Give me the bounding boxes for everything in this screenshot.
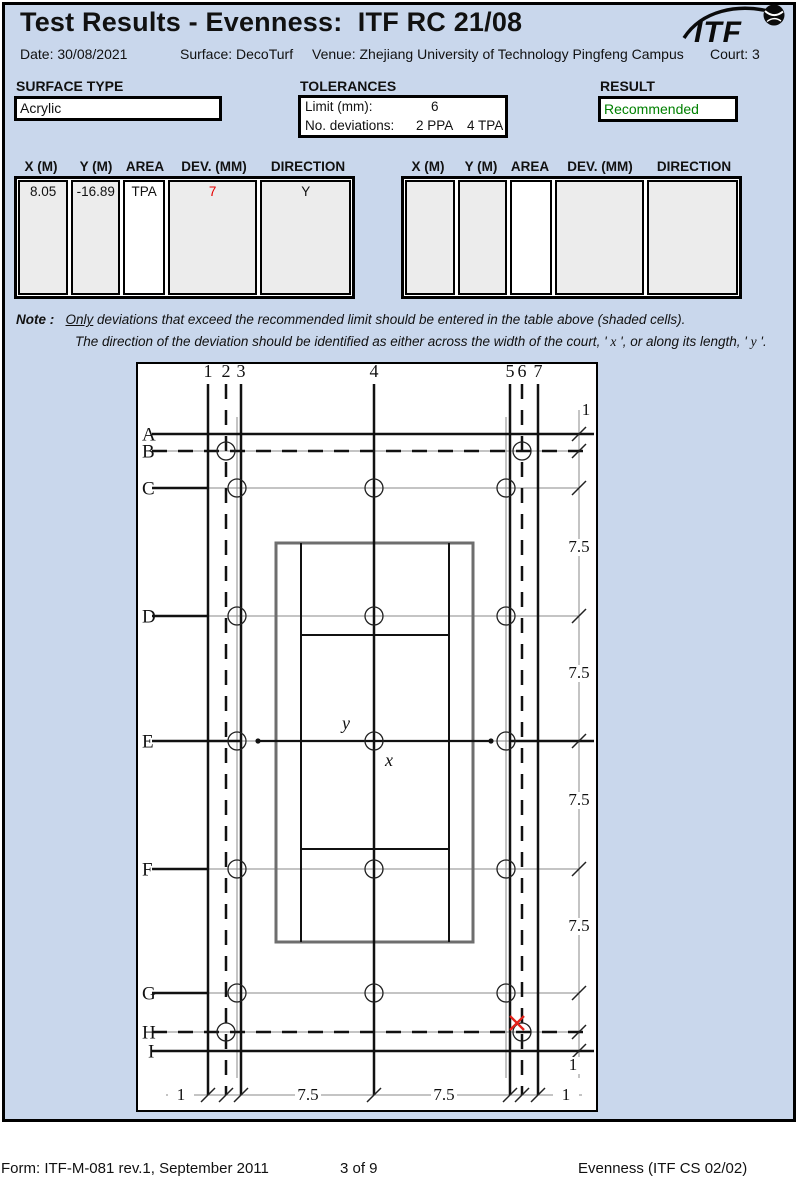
svg-text:7: 7 [533, 362, 543, 381]
svg-text:D: D [142, 606, 156, 628]
svg-text:3: 3 [236, 362, 246, 381]
deviation-table-left [14, 176, 355, 299]
col-header-direction-2: DIRECTION [656, 159, 732, 174]
cell-x-2[interactable] [405, 180, 455, 295]
svg-text:H: H [142, 1022, 156, 1044]
svg-text:1: 1 [568, 1055, 578, 1074]
col-header-x: X (M) [24, 159, 58, 174]
svg-text:x: x [385, 750, 393, 770]
svg-text:1: 1 [203, 362, 213, 381]
svg-text:7.5: 7.5 [568, 663, 590, 682]
svg-text:5: 5 [505, 362, 515, 381]
svg-text:F: F [142, 859, 153, 881]
cell-area-2[interactable] [510, 180, 552, 295]
cell-direction-2[interactable] [647, 180, 738, 295]
col-header-direction: DIRECTION [270, 159, 346, 174]
surface-field: Surface: DecoTurf [180, 46, 294, 62]
surface-type-input[interactable]: Acrylic [14, 96, 222, 121]
svg-text:6: 6 [517, 362, 527, 381]
col-header-area: AREA [125, 159, 165, 174]
cell-x[interactable]: 8.05 [18, 180, 68, 295]
cell-dev-2[interactable] [555, 180, 645, 295]
limit-label: Limit (mm): [305, 99, 373, 114]
result-box[interactable] [598, 96, 738, 122]
deviations-label: No. deviations: [305, 118, 395, 133]
itf-logo [680, 2, 792, 48]
svg-text:C: C [142, 478, 155, 500]
page-title: Test Results - Evenness: ITF RC 21/08 [20, 7, 523, 37]
tolerances-label: TOLERANCES [300, 78, 397, 94]
col-header-dev-2: DEV. (MM) [567, 159, 633, 174]
footer-form-id: Form: ITF-M-081 rev.1, September 2011 [1, 1160, 269, 1177]
deviation-table-right [401, 176, 742, 299]
col-header-y: Y (M) [79, 159, 113, 174]
svg-text:4: 4 [369, 362, 379, 381]
tpa-value[interactable]: 4 TPA [467, 118, 504, 133]
ppa-value[interactable]: 2 PPA [416, 118, 454, 133]
venue-field: Venue: Zhejiang University of Technology Pingfeng Campus [312, 46, 684, 62]
result-label: RESULT [600, 78, 655, 94]
tolerances-box [298, 95, 508, 138]
svg-text:y: y [342, 713, 350, 733]
limit-value[interactable]: 6 [431, 99, 439, 114]
svg-text:1: 1 [581, 400, 591, 419]
svg-text:7.5: 7.5 [568, 537, 590, 556]
svg-text:7.5: 7.5 [568, 790, 590, 809]
col-header-x-2: X (M) [411, 159, 445, 174]
svg-text:7.5: 7.5 [568, 916, 590, 935]
footer-page-number: 3 of 9 [340, 1160, 378, 1177]
court-field: Court: 3 [710, 46, 760, 62]
footer-doc-ref: Evenness (ITF CS 02/02) [578, 1160, 748, 1177]
svg-text:A: A [142, 424, 156, 446]
svg-text:ITF: ITF [694, 16, 742, 48]
col-header-y-2: Y (M) [464, 159, 498, 174]
court-diagram [136, 362, 598, 1112]
note-line-2: The direction of the deviation should be identified as either across the width of the court, ' x ', or along its length, ' y '. [75, 334, 767, 349]
result-value: Recommended [604, 101, 699, 117]
svg-text:2: 2 [221, 362, 231, 381]
svg-text:7.5: 7.5 [433, 1085, 455, 1104]
svg-text:B: B [142, 441, 155, 463]
cell-dev[interactable]: 7 [168, 180, 258, 295]
note-line-1: Note : Only deviations that exceed the recommended limit should be entered in the table above (shaded cells). [16, 312, 686, 327]
col-header-area-2: AREA [510, 159, 550, 174]
col-header-dev: DEV. (MM) [181, 159, 247, 174]
svg-text:7.5: 7.5 [297, 1085, 319, 1104]
svg-text:E: E [142, 731, 154, 753]
svg-text:I: I [148, 1041, 155, 1063]
cell-y[interactable]: -16.89 [71, 180, 120, 295]
date-field: Date: 30/08/2021 [20, 46, 128, 62]
cell-direction[interactable]: Y [260, 180, 351, 295]
cell-area[interactable]: TPA [123, 180, 165, 295]
surface-type-label: SURFACE TYPE [16, 78, 124, 94]
svg-text:1: 1 [176, 1085, 186, 1104]
cell-y-2[interactable] [458, 180, 507, 295]
svg-text:1: 1 [561, 1085, 571, 1104]
svg-text:G: G [142, 983, 156, 1005]
